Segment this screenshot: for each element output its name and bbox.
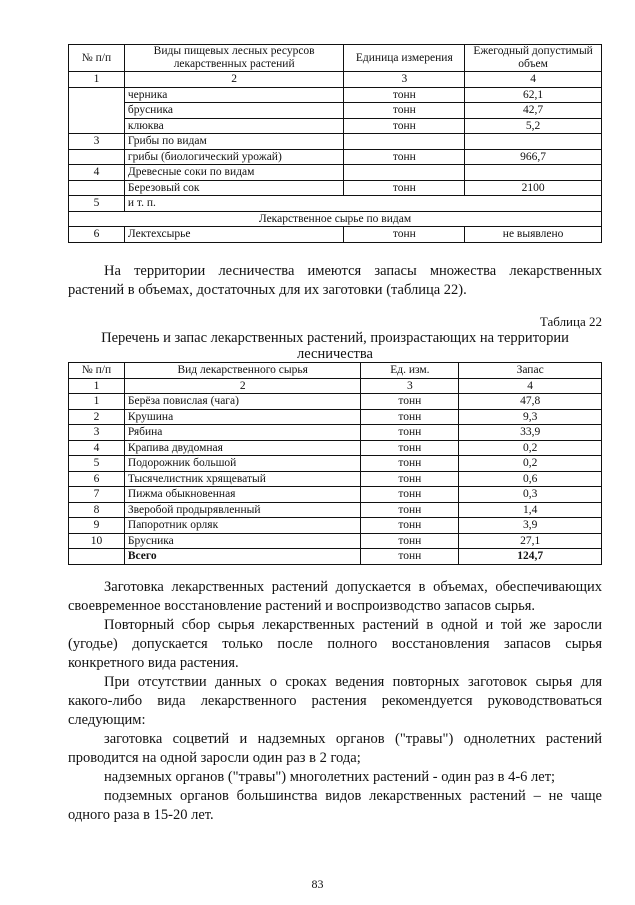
- cell-unit: тонн: [361, 549, 459, 565]
- cell-stock: 0,2: [459, 456, 602, 472]
- cell-num: [69, 149, 125, 165]
- col-number: 2: [124, 378, 361, 394]
- cell-unit: тонн: [361, 533, 459, 549]
- cell-unit: тонн: [361, 440, 459, 456]
- cell-num: 1: [69, 394, 125, 410]
- cell-num: 3: [69, 425, 125, 441]
- cell-unit: тонн: [361, 518, 459, 534]
- cell-unit: тонн: [344, 103, 465, 119]
- table-row: [69, 118, 602, 134]
- cell-type: Крапива двудомная: [124, 440, 361, 456]
- cell-type: Рябина: [124, 425, 361, 441]
- cell-stock: 47,8: [459, 394, 602, 410]
- cell-type: Крушина: [124, 409, 361, 425]
- cell-type: Папоротник орляк: [124, 518, 361, 534]
- cell-unit: тонн: [344, 149, 465, 165]
- cell-stock: 1,4: [459, 502, 602, 518]
- cell-stock: 27,1: [459, 533, 602, 549]
- table-row: [69, 456, 602, 472]
- cell-type: грибы (биологический урожай): [124, 149, 344, 165]
- cell-stock: 33,9: [459, 425, 602, 441]
- cell-num: 4: [69, 165, 125, 181]
- col-header-num: № п/п: [69, 45, 125, 72]
- col-header-unit: Единица измерения: [344, 45, 465, 72]
- cell-type: клюква: [124, 118, 344, 134]
- section-row: [69, 211, 602, 227]
- cell-type: Брусника: [124, 533, 361, 549]
- cell-volume: 2100: [465, 180, 602, 196]
- cell-type: Пижма обыкновенная: [124, 487, 361, 503]
- table-row: [69, 502, 602, 518]
- table-header-row: [69, 363, 602, 379]
- col-number: 4: [465, 72, 602, 88]
- cell-stock: 3,9: [459, 518, 602, 534]
- cell-num: 7: [69, 487, 125, 503]
- table-row: [69, 149, 602, 165]
- table-caption: Таблица 22: [539, 314, 602, 329]
- cell-num: 3: [69, 134, 125, 150]
- cell-type: Грибы по видам: [124, 134, 344, 150]
- cell-type: брусника: [124, 103, 344, 119]
- col-header-unit: Ед. изм.: [361, 363, 459, 379]
- cell-unit: тонн: [361, 394, 459, 410]
- table-row: [69, 471, 602, 487]
- cell-unit: тонн: [361, 471, 459, 487]
- col-number: 1: [69, 72, 125, 88]
- cell-type: Тысячелистник хрящеватый: [124, 471, 361, 487]
- table-row: [69, 533, 602, 549]
- cell-unit: тонн: [344, 227, 465, 243]
- paragraph: подземных органов большинства видов лекарственных растений – не чаще одного раза в 15-20 лет.: [68, 788, 602, 823]
- cell-num: [69, 87, 125, 134]
- section-label: Лекарственное сырье по видам: [69, 211, 602, 227]
- cell-unit: [344, 165, 465, 181]
- table-row: [69, 196, 602, 212]
- cell-type: черника: [124, 87, 344, 103]
- cell-volume: 5,2: [465, 118, 602, 134]
- table-row: [69, 103, 602, 119]
- table-row: [69, 87, 602, 103]
- cell-num: 2: [69, 409, 125, 425]
- cell-num: 10: [69, 533, 125, 549]
- paragraph: заготовка соцветий и надземных органов ("травы") однолетних растений проводится на одной заросли один раз в 2 года;: [68, 731, 602, 766]
- table-row: [69, 134, 602, 150]
- table-row: [69, 440, 602, 456]
- cell-type: Древесные соки по видам: [124, 165, 344, 181]
- cell-type: Лектехсырье: [124, 227, 344, 243]
- col-number: 2: [124, 72, 344, 88]
- table-title: Перечень и запас лекарственных растений, произрастающих на территории лесничества: [101, 330, 569, 362]
- cell-unit: тонн: [344, 118, 465, 134]
- paragraph: При отсутствии данных о сроках ведения повторных заготовок сырья для какого-либо вида лекарственного растения рекомендуется руководствоваться следующим:: [68, 674, 602, 728]
- col-number: 3: [361, 378, 459, 394]
- cell-unit: тонн: [361, 425, 459, 441]
- table-row: [69, 487, 602, 503]
- col-number: 3: [344, 72, 465, 88]
- cell-unit: тонн: [344, 87, 465, 103]
- cell-volume: 42,7: [465, 103, 602, 119]
- column-number-row: [69, 72, 602, 88]
- cell-unit: тонн: [361, 409, 459, 425]
- cell-unit: тонн: [344, 180, 465, 196]
- cell-num: 6: [69, 227, 125, 243]
- cell-type: Березовый сок: [124, 180, 344, 196]
- table-header-row: [69, 45, 602, 72]
- cell-num: 5: [69, 196, 125, 212]
- col-header-stock: Запас: [459, 363, 602, 379]
- cell-type: Берёза повислая (чага): [124, 394, 361, 410]
- cell-stock: 9,3: [459, 409, 602, 425]
- cell-num: 6: [69, 471, 125, 487]
- col-number: 4: [459, 378, 602, 394]
- page-number: 83: [311, 877, 324, 891]
- cell-num: 9: [69, 518, 125, 534]
- col-header-type: Виды пищевых лесных ресурсов лекарственных растений: [124, 45, 344, 72]
- total-label: Всего: [124, 549, 361, 565]
- cell-num: 8: [69, 502, 125, 518]
- column-number-row: [69, 378, 602, 394]
- cell-type: и т. п.: [124, 196, 601, 212]
- cell-stock: 0,2: [459, 440, 602, 456]
- cell-num: [69, 180, 125, 196]
- cell-unit: тонн: [361, 456, 459, 472]
- col-header-volume: Ежегодный допустимый объем: [465, 45, 602, 72]
- table-row: [69, 518, 602, 534]
- cell-stock: 0,6: [459, 471, 602, 487]
- table-row: [69, 394, 602, 410]
- col-header-type: Вид лекарственного сырья: [124, 363, 361, 379]
- table-row: [69, 425, 602, 441]
- paragraph: надземных органов ("травы") многолетних растений - один раз в 4-6 лет;: [104, 769, 556, 785]
- cell-unit: тонн: [361, 502, 459, 518]
- cell-num: [69, 549, 125, 565]
- cell-unit: тонн: [361, 487, 459, 503]
- col-number: 1: [69, 378, 125, 394]
- table-row: [69, 165, 602, 181]
- col-header-num: № п/п: [69, 363, 125, 379]
- cell-num: 5: [69, 456, 125, 472]
- total-value: 124,7: [459, 549, 602, 565]
- medicinal-plants-table: [68, 362, 602, 565]
- table-row: [69, 180, 602, 196]
- table-row: [69, 409, 602, 425]
- cell-volume: [465, 134, 602, 150]
- cell-volume: [465, 165, 602, 181]
- cell-volume: 62,1: [465, 87, 602, 103]
- cell-type: Зверобой продырявленный: [124, 502, 361, 518]
- cell-unit: [344, 134, 465, 150]
- cell-volume: не выявлено: [465, 227, 602, 243]
- resources-table: [68, 44, 602, 243]
- paragraph: Заготовка лекарственных растений допускается в объемах, обеспечивающих своевременное восстановление растений и воспроизводство запасов сырья.: [68, 579, 602, 614]
- paragraph-intro: На территории лесничества имеются запасы множества лекарственных растений в объемах, достаточных для их заготовки (таблица 22).: [68, 263, 602, 298]
- total-row: [69, 549, 602, 565]
- cell-volume: 966,7: [465, 149, 602, 165]
- paragraph: Повторный сбор сырья лекарственных растений в одной и той же заросли (угодье) допускается только после полного восстановления запасов сырья конкретного вида растения.: [68, 617, 602, 671]
- table-row: [69, 227, 602, 243]
- cell-stock: 0,3: [459, 487, 602, 503]
- cell-num: 4: [69, 440, 125, 456]
- cell-type: Подорожник большой: [124, 456, 361, 472]
